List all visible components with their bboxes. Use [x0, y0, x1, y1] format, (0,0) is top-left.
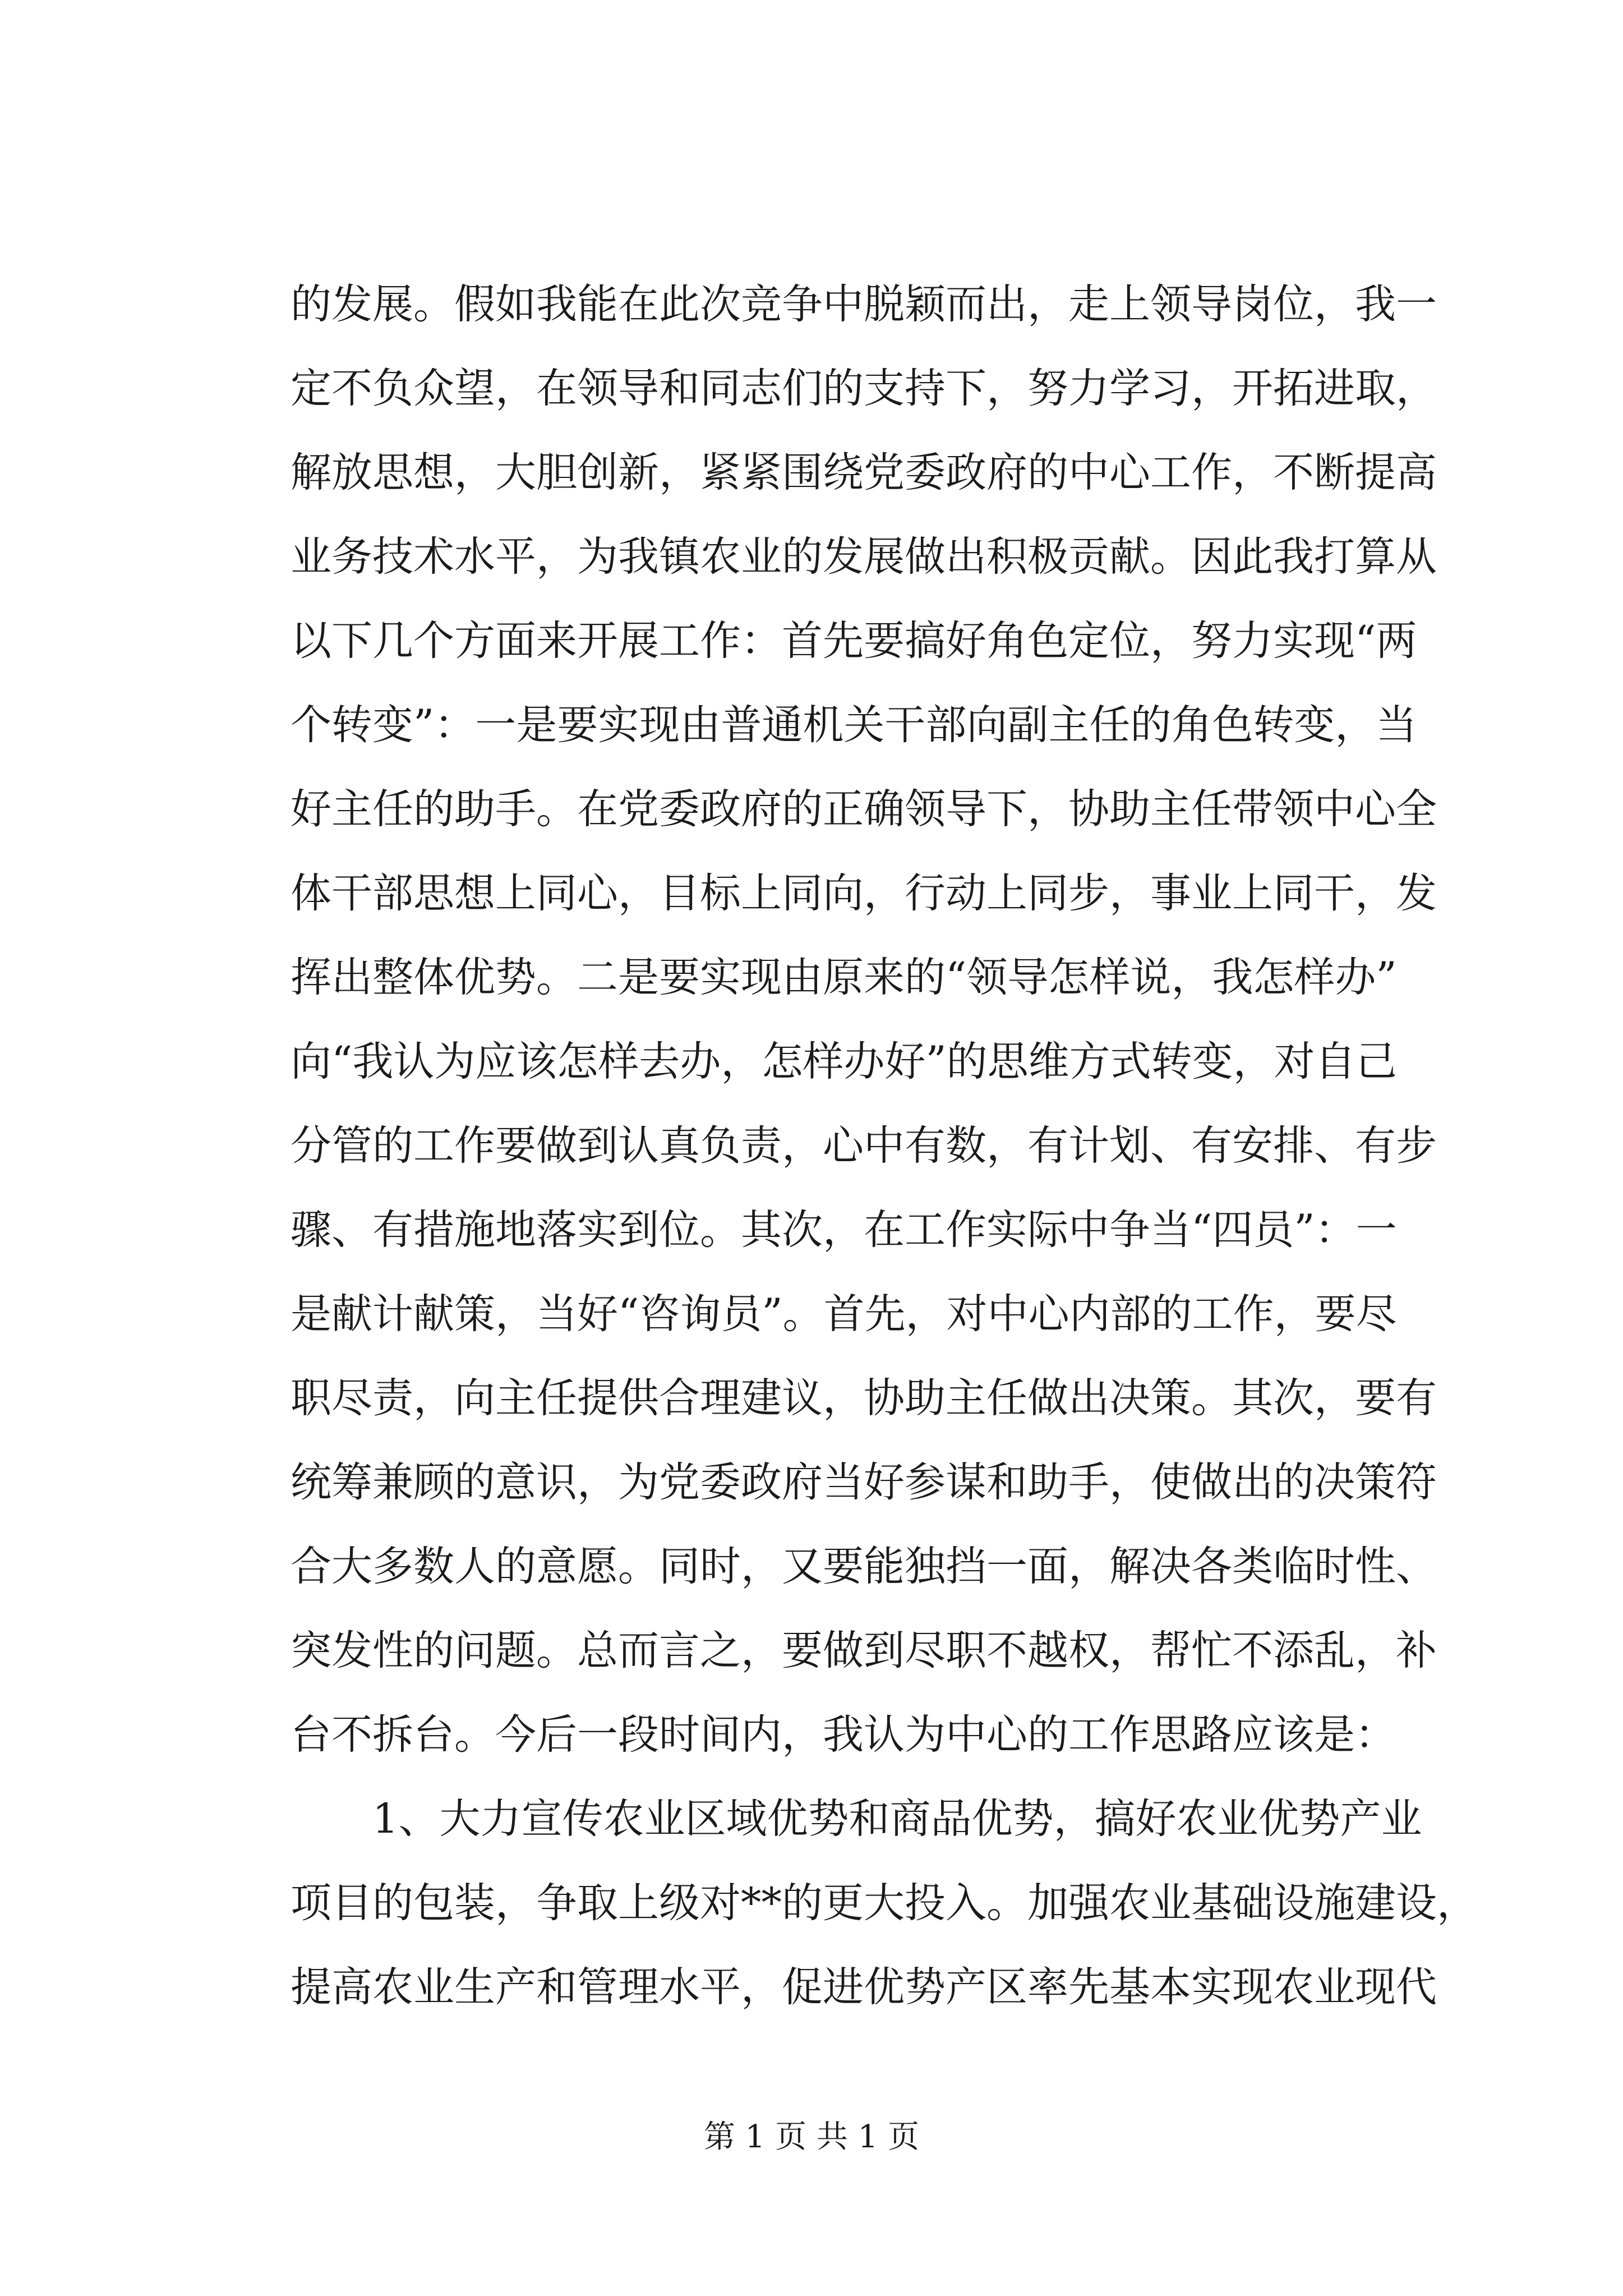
text-line: 台不拆台。今后一段时间内，我认为中心的工作思路应该是： — [291, 1711, 1396, 1759]
text-line: 提高农业生产和管理水平，促进优势产区率先基本实现农业现代 — [291, 1963, 1437, 2011]
text-line: 统筹兼顾的意识，为党委政府当好参谋和助手，使做出的决策符 — [291, 1458, 1437, 1506]
page-number-label: 第 1 页 共 1 页 — [703, 2119, 920, 2155]
text-line: 体干部思想上同心，目标上同向，行动上同步，事业上同干，发 — [291, 869, 1437, 917]
text-line: 向“我认为应该怎样去办，怎样办好”的思维方式转变，对自己 — [291, 1038, 1397, 1085]
text-line: 挥出整体优势。二是要实现由原来的“领导怎样说，我怎样办” — [291, 954, 1397, 1001]
text-line: 以下几个方面来开展工作：首先要搞好角色定位，努力实现“两 — [291, 617, 1417, 665]
text-line: 好主任的助手。在党委政府的正确领导下，协助主任带领中心全 — [291, 785, 1437, 833]
text-line: 项目的包装，争取上级对**的更大投入。加强农业基础设施建设， — [291, 1879, 1478, 1927]
text-line: 解放思想，大胆创新，紧紧围绕党委政府的中心工作，不断提高 — [291, 449, 1437, 496]
text-line: 分管的工作要做到认真负责，心中有数，有计划、有安排、有步 — [291, 1122, 1437, 1170]
page-footer — [0, 2118, 1623, 2157]
text-line: 定不负众望，在领导和同志们的支持下，努力学习，开拓进取， — [291, 365, 1437, 412]
text-line: 职尽责，向主任提供合理建议，协助主任做出决策。其次，要有 — [291, 1374, 1437, 1422]
text-line: 业务技术水平，为我镇农业的发展做出积极贡献。因此我打算从 — [291, 533, 1437, 581]
text-line: 是献计献策，当好“咨询员”。首先，对中心内部的工作，要尽 — [291, 1290, 1397, 1338]
document-body — [291, 263, 1478, 2030]
text-line: 合大多数人的意愿。同时，又要能独挡一面，解决各类临时性、 — [291, 1543, 1437, 1590]
text-line: 个转变”：一是要实现由普通机关干部向副主任的角色转变，当 — [291, 701, 1417, 749]
text-line: 的发展。假如我能在此次竞争中脱颖而出，走上领导岗位，我一 — [291, 280, 1437, 328]
text-line: 突发性的问题。总而言之，要做到尽职不越权，帮忙不添乱，补 — [291, 1627, 1437, 1674]
text-line: 骤、有措施地落实到位。其次，在工作实际中争当“四员”：一 — [291, 1206, 1397, 1254]
numbered-paragraph-start: 1、大力宣传农业区域优势和商品优势，搞好农业优势产业 — [372, 1795, 1422, 1843]
